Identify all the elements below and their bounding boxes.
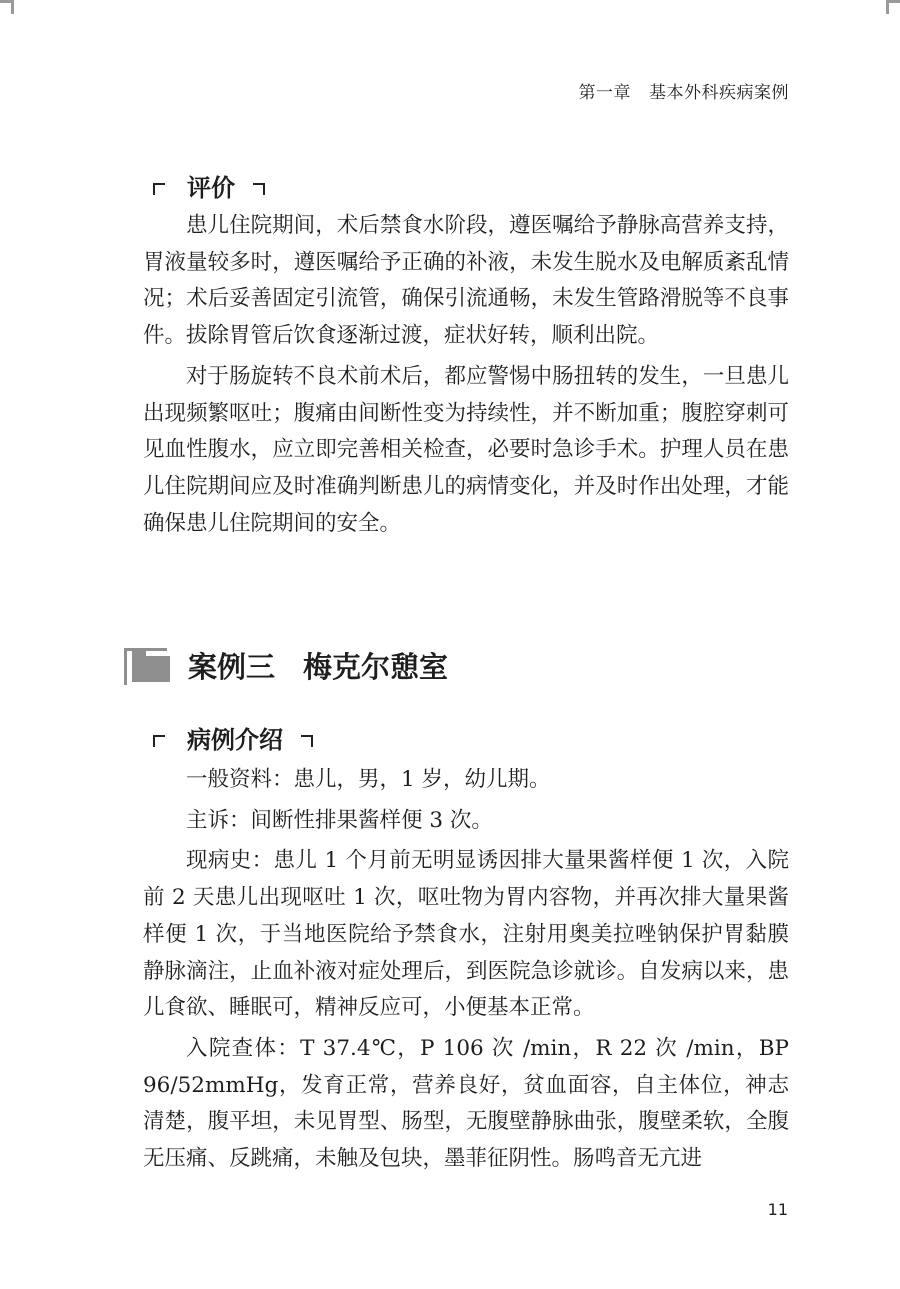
bracket-left-icon	[153, 183, 165, 195]
case-intro-heading	[153, 720, 313, 755]
evaluation-heading	[153, 168, 265, 203]
evaluation-paragraph-1: 患儿住院期间，术后禁食水阶段，遵医嘱给予静脉高营养支持，胃液量较多时，遵医嘱给予正确的补液，未发生脱水及电解质紊乱情况；术后妥善固定引流管，确保引流通畅，未发生管路滑脱等不良事件。拔除胃管后饮食逐渐过渡，症状好转，顺利出院。	[143, 213, 789, 349]
running-header	[579, 78, 790, 103]
chief-complaint: 主诉：间断性排果酱样便 3 次。	[186, 807, 493, 833]
case-intro-heading-text: 病例介绍	[187, 726, 283, 754]
physical-exam: 入院查体：T 37.4℃，P 106 次 /min，R 22 次 /min，BP 96/52mmHg，发育正常，营养良好，贫血面容，自主体位，神志清楚，腹平坦，未见胃型、肠型，无腹壁静脉曲张，腹壁柔软，全腹无压痛、反跳痛，未触及包块，墨菲征阴性。肠鸣音无亢进	[143, 1035, 789, 1172]
case-name: 梅克尔憩室	[303, 650, 449, 684]
page-number: 11	[767, 1200, 788, 1219]
general-info: 一般资料：患儿，男，1 岁，幼儿期。	[186, 767, 551, 792]
present-illness: 现病史：患儿 1 个月前无明显诱因排大量果酱样便 1 次，入院前 2 天患儿出现呕吐 1 次，呕吐物为胃内容物，并再次排大量果酱样便 1 次，于当地医院给予禁食水，注射用奥美拉唑钠保护胃黏膜静脉滴注，止血补液对症处理后，到医院急诊就诊。自发病以来，患儿食欲、睡眠可，精神反应可，小便基本正常。	[143, 848, 789, 1021]
case-number: 案例三	[188, 650, 276, 684]
crop-mark-top-right-vertical	[886, 0, 889, 14]
chapter-number: 第一章	[578, 83, 631, 103]
evaluation-heading-text: 评价	[187, 174, 235, 202]
folder-icon	[124, 646, 172, 686]
case-intro-body	[143, 762, 789, 1178]
evaluation-paragraph-2: 对于肠旋转不良术前术后，都应警惕中肠扭转的发生，一旦患儿出现频繁呕吐；腹痛由间断性变为持续性，并不断加重；腹腔穿刺可见血性腹水，应立即完善相关检查，必要时急诊手术。护理人员在患儿住院期间应及时准确判断患儿的病情变化，并及时作出处理，才能确保患儿住院期间的安全。	[143, 363, 789, 536]
case-title-text	[188, 645, 448, 686]
crop-mark-top-left-vertical	[11, 0, 14, 14]
bracket-right-icon	[301, 735, 313, 747]
bracket-left-icon	[153, 735, 165, 747]
bracket-right-icon	[253, 183, 265, 195]
evaluation-body	[143, 208, 789, 542]
chapter-title: 基本外科疾病案例	[649, 83, 789, 103]
case-title	[124, 645, 448, 686]
